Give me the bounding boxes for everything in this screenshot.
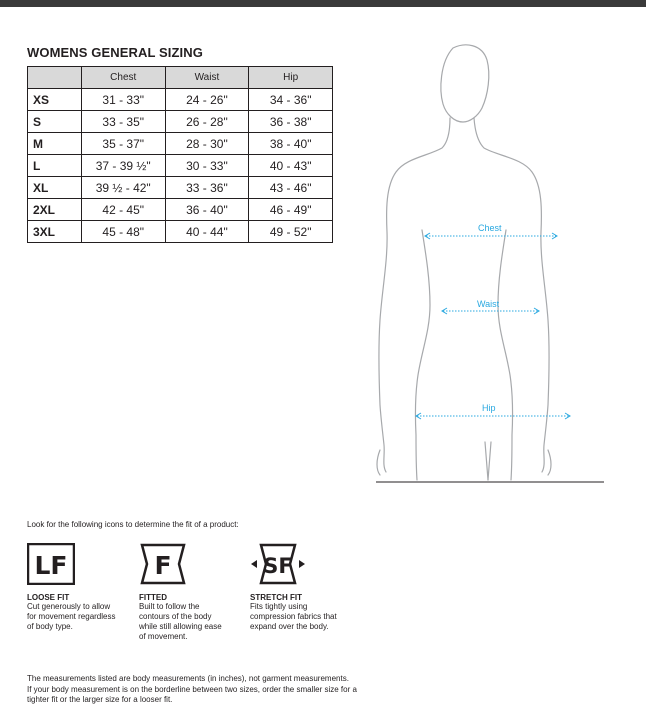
table-row <box>28 199 333 221</box>
page-title: WOMENS GENERAL SIZING <box>27 45 203 60</box>
waist-cell: 28 - 30" <box>165 133 249 155</box>
chest-cell: 37 - 39 ½" <box>81 155 165 177</box>
fit-intro: Look for the following icons to determine the fit of a product: <box>27 520 239 529</box>
waist-cell: 24 - 26" <box>165 89 249 111</box>
chest-cell: 35 - 37" <box>81 133 165 155</box>
waist-cell: 36 - 40" <box>165 199 249 221</box>
size-cell: 2XL <box>28 199 82 221</box>
header-size <box>28 67 82 89</box>
hip-cell: 40 - 43" <box>249 155 333 177</box>
table-row <box>28 111 333 133</box>
fit-name: STRETCH FIT <box>250 593 302 602</box>
fit-fitted <box>139 543 249 642</box>
size-chart-table <box>27 66 333 243</box>
chest-label: Chest <box>478 223 502 233</box>
loose-fit-icon-text: LF <box>34 551 68 580</box>
body-outline <box>377 45 551 480</box>
stretch-fit-icon <box>250 543 306 585</box>
table-row <box>28 89 333 111</box>
chest-cell: 31 - 33" <box>81 89 165 111</box>
fit-description: Cut generously to allow for movement regardless of body type. <box>27 602 116 631</box>
waist-cell: 40 - 44" <box>165 221 249 243</box>
footer-line: The measurements listed are body measurements (in inches), not garment measurements. <box>27 674 349 683</box>
footer-line: If your body measurement is on the borderline between two sizes, order the smaller size for a <box>27 684 357 694</box>
table-row <box>28 221 333 243</box>
chest-cell: 33 - 35" <box>81 111 165 133</box>
size-cell: 3XL <box>28 221 82 243</box>
fit-loose <box>27 543 137 632</box>
fit-description: Fits tightly using compression fabrics that expand over the body. <box>250 602 337 631</box>
hip-cell: 38 - 40" <box>249 133 333 155</box>
table-row <box>28 133 333 155</box>
hip-cell: 36 - 38" <box>249 111 333 133</box>
body-measurement-figure <box>370 40 610 490</box>
chest-cell: 45 - 48" <box>81 221 165 243</box>
fit-name: FITTED <box>139 593 167 602</box>
hip-cell: 46 - 49" <box>249 199 333 221</box>
chest-cell: 39 ½ - 42" <box>81 177 165 199</box>
waist-cell: 26 - 28" <box>165 111 249 133</box>
fit-name: LOOSE FIT <box>27 593 70 602</box>
hip-cell: 34 - 36" <box>249 89 333 111</box>
hip-label: Hip <box>482 403 496 413</box>
size-cell: S <box>28 111 82 133</box>
stretch-fit-icon-text: SF <box>263 554 293 578</box>
header-chest: Chest <box>81 67 165 89</box>
fit-description: Built to follow the contours of the body while still allowing ease of movement. <box>139 602 222 641</box>
table-header-row <box>28 67 333 89</box>
header-hip: Hip <box>249 67 333 89</box>
header-waist: Waist <box>165 67 249 89</box>
top-bar <box>0 0 646 7</box>
table-row <box>28 155 333 177</box>
size-cell: M <box>28 133 82 155</box>
chest-cell: 42 - 45" <box>81 199 165 221</box>
fit-stretch <box>250 543 360 632</box>
waist-label: Waist <box>477 299 500 309</box>
fitted-icon <box>139 543 187 585</box>
fitted-icon-text: F <box>154 551 172 580</box>
size-cell: XS <box>28 89 82 111</box>
loose-fit-icon <box>27 543 75 585</box>
size-cell: L <box>28 155 82 177</box>
waist-cell: 30 - 33" <box>165 155 249 177</box>
table-row <box>28 177 333 199</box>
size-cell: XL <box>28 177 82 199</box>
footer-line: tighter fit or the larger size for a looser fit. <box>27 695 173 704</box>
waist-cell: 33 - 36" <box>165 177 249 199</box>
hip-cell: 43 - 46" <box>249 177 333 199</box>
hip-cell: 49 - 52" <box>249 221 333 243</box>
footer-note <box>27 674 387 706</box>
